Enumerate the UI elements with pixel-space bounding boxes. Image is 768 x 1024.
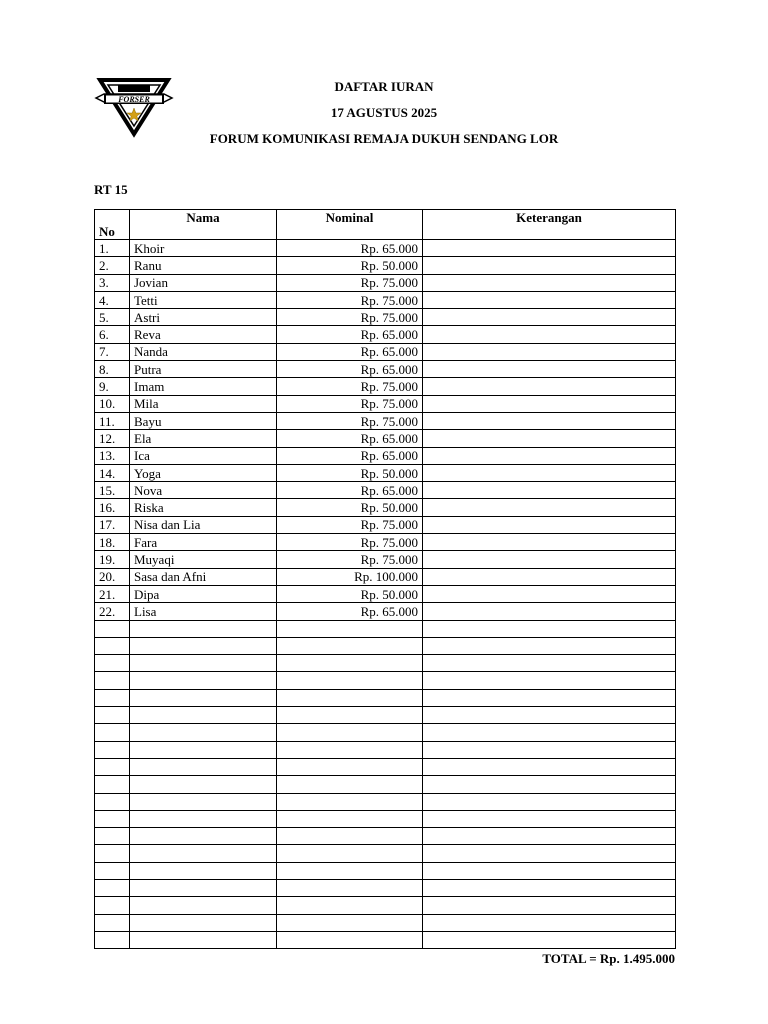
cell-nominal: Rp. 65.000 <box>277 447 423 464</box>
cell-no: 12. <box>95 430 130 447</box>
table-row <box>95 378 676 395</box>
cell-nama: Lisa <box>130 603 277 620</box>
cell-no: 5. <box>95 309 130 326</box>
cell-keterangan <box>423 568 676 585</box>
cell-keterangan <box>423 343 676 360</box>
empty-cell <box>95 620 130 637</box>
empty-cell <box>95 672 130 689</box>
column-header-nominal: Nominal <box>277 210 423 240</box>
empty-table-row <box>95 707 676 724</box>
empty-cell <box>423 931 676 948</box>
empty-cell <box>95 637 130 654</box>
cell-no: 2. <box>95 257 130 274</box>
empty-cell <box>95 707 130 724</box>
empty-cell <box>277 672 423 689</box>
empty-cell <box>277 862 423 879</box>
cell-nominal: Rp. 75.000 <box>277 291 423 308</box>
empty-cell <box>423 620 676 637</box>
empty-cell <box>277 741 423 758</box>
empty-table-row <box>95 914 676 931</box>
cell-no: 20. <box>95 568 130 585</box>
table-row <box>95 430 676 447</box>
table-header-row <box>95 210 676 240</box>
cell-no: 7. <box>95 343 130 360</box>
empty-cell <box>130 931 277 948</box>
empty-cell <box>95 897 130 914</box>
empty-cell <box>130 689 277 706</box>
empty-cell <box>95 689 130 706</box>
cell-keterangan <box>423 585 676 602</box>
empty-cell <box>95 862 130 879</box>
empty-cell <box>130 758 277 775</box>
empty-cell <box>423 914 676 931</box>
empty-table-row <box>95 845 676 862</box>
empty-table-row <box>95 724 676 741</box>
cell-nama: Putra <box>130 361 277 378</box>
table-row <box>95 240 676 257</box>
cell-nama: Sasa dan Afni <box>130 568 277 585</box>
empty-cell <box>95 879 130 896</box>
empty-cell <box>130 897 277 914</box>
cell-nominal: Rp. 65.000 <box>277 326 423 343</box>
cell-nama: Mila <box>130 395 277 412</box>
empty-cell <box>95 741 130 758</box>
cell-nama: Ranu <box>130 257 277 274</box>
cell-nama: Muyaqi <box>130 551 277 568</box>
cell-keterangan <box>423 395 676 412</box>
empty-cell <box>277 897 423 914</box>
table-row <box>95 585 676 602</box>
cell-keterangan <box>423 430 676 447</box>
empty-cell <box>277 707 423 724</box>
empty-cell <box>423 724 676 741</box>
empty-cell <box>130 810 277 827</box>
cell-nama: Jovian <box>130 274 277 291</box>
empty-cell <box>130 637 277 654</box>
table-row <box>95 361 676 378</box>
cell-nama: Bayu <box>130 412 277 429</box>
logo-text: FORSER <box>118 95 150 104</box>
table-row <box>95 551 676 568</box>
cell-no: 3. <box>95 274 130 291</box>
cell-keterangan <box>423 516 676 533</box>
cell-nominal: Rp. 50.000 <box>277 464 423 481</box>
organization-name: FORUM KOMUNIKASI REMAJA DUKUH SENDANG LOR <box>209 131 559 146</box>
table-row <box>95 534 676 551</box>
cell-nama: Yoga <box>130 464 277 481</box>
cell-no: 18. <box>95 534 130 551</box>
cell-nama: Nanda <box>130 343 277 360</box>
empty-cell <box>130 879 277 896</box>
empty-cell <box>277 655 423 672</box>
table-row <box>95 516 676 533</box>
empty-table-row <box>95 776 676 793</box>
empty-cell <box>423 810 676 827</box>
column-header-nama: Nama <box>130 210 277 240</box>
cell-no: 15. <box>95 482 130 499</box>
cell-nama: Reva <box>130 326 277 343</box>
cell-nominal: Rp. 75.000 <box>277 551 423 568</box>
table-row <box>95 309 676 326</box>
empty-cell <box>95 724 130 741</box>
empty-cell <box>130 620 277 637</box>
empty-cell <box>277 724 423 741</box>
cell-nama: Dipa <box>130 585 277 602</box>
empty-cell <box>423 793 676 810</box>
empty-cell <box>277 689 423 706</box>
table-row <box>95 464 676 481</box>
cell-nama: Ica <box>130 447 277 464</box>
empty-cell <box>95 845 130 862</box>
empty-cell <box>423 845 676 862</box>
empty-cell <box>95 758 130 775</box>
empty-cell <box>277 758 423 775</box>
cell-no: 22. <box>95 603 130 620</box>
cell-no: 14. <box>95 464 130 481</box>
empty-cell <box>130 655 277 672</box>
empty-table-row <box>95 672 676 689</box>
cell-no: 13. <box>95 447 130 464</box>
empty-cell <box>130 914 277 931</box>
empty-cell <box>277 776 423 793</box>
cell-keterangan <box>423 378 676 395</box>
empty-table-row <box>95 897 676 914</box>
cell-no: 9. <box>95 378 130 395</box>
cell-nama: Nisa dan Lia <box>130 516 277 533</box>
empty-cell <box>130 828 277 845</box>
cell-keterangan <box>423 482 676 499</box>
cell-nominal: Rp. 75.000 <box>277 412 423 429</box>
cell-no: 17. <box>95 516 130 533</box>
empty-cell <box>277 914 423 931</box>
total-amount: TOTAL = Rp. 1.495.000 <box>542 951 675 966</box>
empty-cell <box>95 828 130 845</box>
empty-cell <box>423 672 676 689</box>
empty-table-row <box>95 758 676 775</box>
table-row <box>95 257 676 274</box>
cell-keterangan <box>423 326 676 343</box>
table-row <box>95 447 676 464</box>
empty-cell <box>130 776 277 793</box>
table-row <box>95 568 676 585</box>
empty-cell <box>277 620 423 637</box>
empty-cell <box>423 655 676 672</box>
table-row <box>95 395 676 412</box>
empty-cell <box>130 845 277 862</box>
empty-cell <box>423 707 676 724</box>
table-row <box>95 343 676 360</box>
cell-nominal: Rp. 100.000 <box>277 568 423 585</box>
empty-table-row <box>95 879 676 896</box>
table-row <box>95 482 676 499</box>
cell-nominal: Rp. 75.000 <box>277 378 423 395</box>
document-title: DAFTAR IURAN <box>334 79 434 94</box>
cell-nama: Khoir <box>130 240 277 257</box>
cell-keterangan <box>423 274 676 291</box>
cell-nama: Nova <box>130 482 277 499</box>
cell-nominal: Rp. 65.000 <box>277 343 423 360</box>
empty-table-row <box>95 862 676 879</box>
empty-table-row <box>95 793 676 810</box>
cell-keterangan <box>423 361 676 378</box>
cell-nominal: Rp. 65.000 <box>277 430 423 447</box>
cell-nominal: Rp. 75.000 <box>277 395 423 412</box>
empty-cell <box>130 862 277 879</box>
empty-cell <box>95 655 130 672</box>
cell-nominal: Rp. 75.000 <box>277 309 423 326</box>
table-row <box>95 326 676 343</box>
empty-cell <box>423 758 676 775</box>
cell-no: 4. <box>95 291 130 308</box>
cell-no: 1. <box>95 240 130 257</box>
cell-no: 10. <box>95 395 130 412</box>
empty-cell <box>277 879 423 896</box>
empty-cell <box>130 707 277 724</box>
empty-cell <box>423 828 676 845</box>
empty-cell <box>277 845 423 862</box>
cell-keterangan <box>423 240 676 257</box>
cell-nominal: Rp. 65.000 <box>277 240 423 257</box>
empty-cell <box>130 741 277 758</box>
empty-cell <box>423 879 676 896</box>
cell-nominal: Rp. 50.000 <box>277 585 423 602</box>
empty-table-row <box>95 828 676 845</box>
empty-cell <box>95 776 130 793</box>
cell-keterangan <box>423 447 676 464</box>
empty-cell <box>95 931 130 948</box>
cell-keterangan <box>423 464 676 481</box>
cell-keterangan <box>423 603 676 620</box>
empty-table-row <box>95 741 676 758</box>
cell-no: 16. <box>95 499 130 516</box>
empty-table-row <box>95 689 676 706</box>
empty-cell <box>423 897 676 914</box>
table-body <box>95 240 676 949</box>
empty-cell <box>277 793 423 810</box>
empty-table-row <box>95 655 676 672</box>
empty-cell <box>423 862 676 879</box>
cell-nominal: Rp. 75.000 <box>277 516 423 533</box>
cell-nominal: Rp. 75.000 <box>277 274 423 291</box>
empty-cell <box>95 793 130 810</box>
table-row <box>95 291 676 308</box>
column-header-no: No <box>95 210 130 240</box>
cell-keterangan <box>423 551 676 568</box>
cell-keterangan <box>423 412 676 429</box>
empty-table-row <box>95 810 676 827</box>
table-row <box>95 274 676 291</box>
cell-no: 11. <box>95 412 130 429</box>
document-date: 17 AGUSTUS 2025 <box>330 105 438 120</box>
empty-table-row <box>95 620 676 637</box>
table-row <box>95 412 676 429</box>
empty-cell <box>277 637 423 654</box>
empty-cell <box>423 637 676 654</box>
table-row <box>95 499 676 516</box>
column-header-keterangan: Keterangan <box>423 210 676 240</box>
empty-table-row <box>95 931 676 948</box>
dues-table <box>94 209 676 949</box>
cell-keterangan <box>423 257 676 274</box>
empty-cell <box>130 672 277 689</box>
cell-keterangan <box>423 291 676 308</box>
cell-keterangan <box>423 499 676 516</box>
empty-cell <box>277 810 423 827</box>
empty-cell <box>130 724 277 741</box>
cell-nominal: Rp. 65.000 <box>277 482 423 499</box>
cell-nominal: Rp. 65.000 <box>277 361 423 378</box>
empty-table-row <box>95 637 676 654</box>
cell-nama: Fara <box>130 534 277 551</box>
cell-nama: Astri <box>130 309 277 326</box>
cell-nominal: Rp. 75.000 <box>277 534 423 551</box>
cell-no: 6. <box>95 326 130 343</box>
cell-no: 21. <box>95 585 130 602</box>
cell-keterangan <box>423 534 676 551</box>
cell-nama: Riska <box>130 499 277 516</box>
empty-cell <box>423 741 676 758</box>
section-label: RT 15 <box>94 182 128 197</box>
empty-cell <box>423 776 676 793</box>
cell-nominal: Rp. 65.000 <box>277 603 423 620</box>
empty-cell <box>95 914 130 931</box>
empty-cell <box>130 793 277 810</box>
cell-nama: Imam <box>130 378 277 395</box>
empty-cell <box>423 689 676 706</box>
cell-nama: Ela <box>130 430 277 447</box>
empty-cell <box>277 931 423 948</box>
cell-nominal: Rp. 50.000 <box>277 499 423 516</box>
cell-keterangan <box>423 309 676 326</box>
table-row <box>95 603 676 620</box>
cell-nama: Tetti <box>130 291 277 308</box>
empty-cell <box>277 828 423 845</box>
cell-no: 8. <box>95 361 130 378</box>
cell-no: 19. <box>95 551 130 568</box>
empty-cell <box>95 810 130 827</box>
cell-nominal: Rp. 50.000 <box>277 257 423 274</box>
